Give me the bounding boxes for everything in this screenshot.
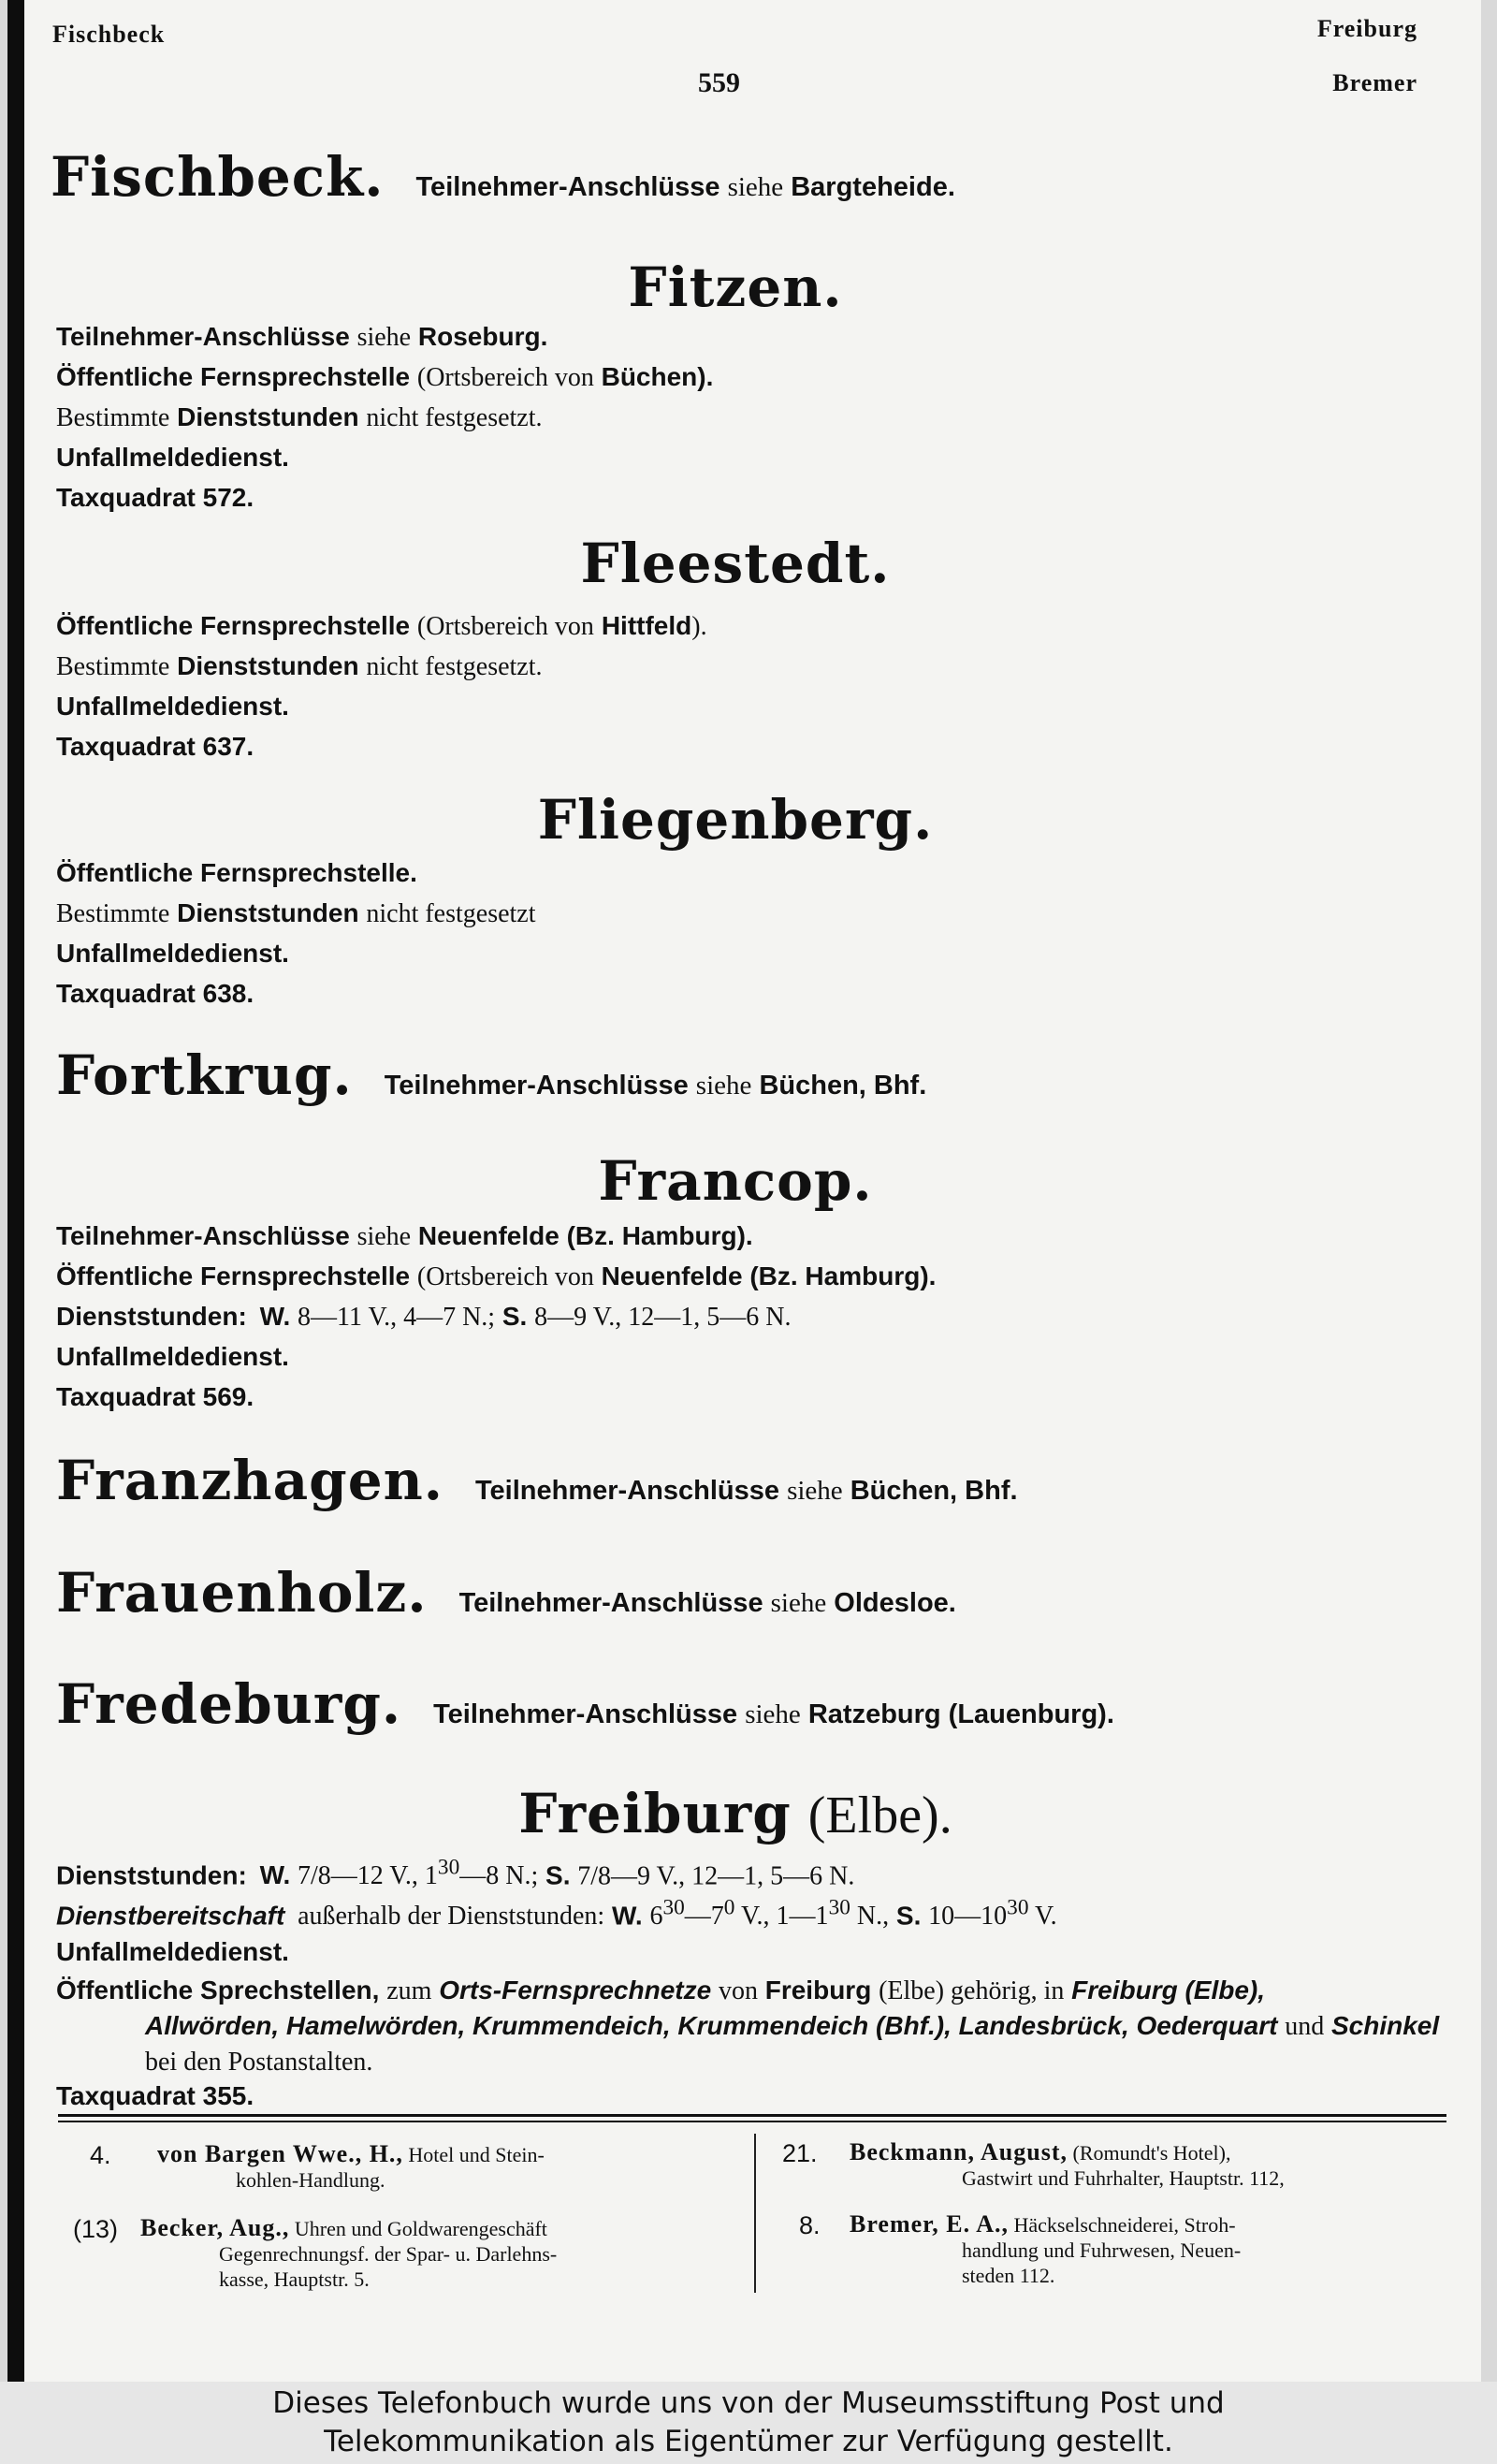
end: ).	[691, 612, 707, 641]
entry-name: Becker, Aug.,	[140, 2214, 290, 2241]
running-head-right-top: Freiburg	[1316, 15, 1417, 42]
heading-fortkrug: Fortkrug.	[56, 1043, 353, 1107]
word: siehe	[356, 1222, 412, 1251]
page-number: 559	[698, 67, 740, 98]
ref-target: Ratzeburg (Lauenburg).	[807, 1699, 1114, 1729]
francop-line-4: Unfallmeldedienst.	[56, 1342, 289, 1371]
text: 7/8—12 V., 1	[298, 1861, 438, 1891]
label: Öffentliche Fernsprechstelle	[56, 1261, 411, 1290]
entry-text	[140, 2215, 735, 2292]
entry-description: Uhren und Goldwarengeschäft	[294, 2217, 547, 2240]
text: nicht festgesetzt.	[366, 403, 543, 432]
donation-notice	[0, 2382, 1497, 2464]
ref-word: siehe	[745, 1699, 801, 1729]
fleestedt-line-1	[56, 610, 707, 643]
superscript: 30	[828, 1896, 850, 1920]
listing-entry	[782, 2139, 1446, 2191]
text: bei den Postanstalten.	[145, 2048, 373, 2077]
word: siehe	[356, 323, 412, 352]
sunday-times: 8—9 V., 12—1, 5—6 N.	[534, 1303, 792, 1332]
superscript: 30	[1007, 1896, 1029, 1920]
weekday-times: 8—11 V., 4—7 N.;	[298, 1303, 496, 1332]
ref-label: Teilnehmer-Anschlüsse	[433, 1699, 738, 1729]
weekday-label: W.	[259, 1860, 291, 1890]
column-separator	[754, 2134, 756, 2293]
label: Öffentliche Fernsprechstelle	[56, 362, 411, 391]
label: Teilnehmer-Anschlüsse	[56, 1221, 350, 1250]
fliegenberg-line-1: Öffentliche Fernsprechstelle.	[56, 858, 417, 887]
entry-description: kohlen-Handlung.	[236, 2168, 385, 2192]
sunday-label: S.	[895, 1901, 922, 1931]
superscript: 30	[662, 1896, 685, 1920]
fitzen-line-2	[56, 361, 713, 394]
francop-line-3	[56, 1301, 791, 1334]
running-head-right-bottom: Bremer	[1332, 69, 1417, 96]
section-frauenholz	[56, 1561, 956, 1625]
target: Neuenfelde (Bz. Hamburg).	[601, 1261, 937, 1290]
weekday-times	[649, 1896, 890, 1932]
freiburg-line-3: Unfallmeldedienst.	[56, 1937, 289, 1966]
entry-name: Beckmann, August,	[850, 2138, 1068, 2165]
directory-page	[7, 0, 1481, 2382]
section-fortkrug	[56, 1043, 927, 1107]
entry-number: 4.	[90, 2141, 111, 2169]
text: —8 N.;	[459, 1861, 539, 1891]
ref-target: Bargteheide.	[791, 172, 955, 202]
text: Orts-Fernsprechnetze	[439, 1976, 712, 2005]
label: Dienststunden:	[56, 1302, 247, 1331]
divider-rule	[58, 2121, 1446, 2122]
fliegenberg-line-4: Taxquadrat 638.	[56, 979, 254, 1008]
section-franzhagen	[56, 1449, 1018, 1512]
heading-fischbeck: Fischbeck.	[51, 145, 385, 209]
text: Freiburg (Elbe),	[1071, 1976, 1266, 2005]
ref-label: Teilnehmer-Anschlüsse	[474, 1476, 779, 1506]
entry-number: (13)	[73, 2215, 119, 2243]
ref-target: Büchen, Bhf.	[759, 1071, 927, 1101]
freiburg-line-2	[56, 1896, 1057, 1932]
entry-text	[850, 2139, 1446, 2191]
text: Allwörden, Hamelwörden, Krummendeich, Krummendeich (Bhf.), Landesbrück, Oederquart	[145, 2011, 1278, 2040]
heading-freiburg	[24, 1782, 1446, 1845]
francop-line-1	[56, 1220, 753, 1253]
sunday-times: 7/8—9 V., 12—1, 5—6 N.	[577, 1861, 855, 1891]
heading-freiburg-title: Freiburg	[518, 1782, 792, 1845]
ref-word: siehe	[695, 1071, 752, 1101]
fitzen-line-1	[56, 321, 547, 354]
text: V., 1—1	[740, 1902, 829, 1932]
entry-description: Gastwirt und Fuhrhalter, Hauptstr. 112,	[962, 2166, 1285, 2190]
listing-entry	[73, 2215, 735, 2292]
text: 10—10	[928, 1902, 1008, 1932]
section-fischbeck	[51, 145, 955, 209]
text: Schinkel	[1331, 2011, 1440, 2040]
ref-target: Büchen, Bhf.	[850, 1476, 1018, 1506]
reference-frauenholz	[459, 1588, 956, 1618]
entry-name: Bremer, E. A.,	[850, 2210, 1009, 2238]
entry-description: (Romundt's Hotel),	[1072, 2141, 1231, 2165]
ref-target: Oldesloe.	[834, 1588, 956, 1618]
heading-francop: Francop.	[598, 1149, 873, 1213]
reference-fortkrug	[385, 1071, 927, 1101]
fleestedt-line-4: Taxquadrat 637.	[56, 732, 254, 761]
reference-fredeburg	[433, 1699, 1114, 1729]
entry-description: Häckselschneiderei, Stroh-	[1013, 2213, 1236, 2237]
text: 6	[649, 1902, 663, 1932]
text: nicht festgesetzt	[366, 899, 536, 928]
text: —7	[684, 1902, 724, 1932]
fleestedt-line-3: Unfallmeldedienst.	[56, 692, 289, 721]
weekday-label: W.	[259, 1302, 291, 1331]
target: Roseburg.	[417, 322, 548, 351]
heading-freiburg-suffix: (Elbe).	[807, 1786, 952, 1844]
ref-word: siehe	[770, 1588, 827, 1618]
ref-word: siehe	[787, 1476, 843, 1506]
entry-description: handlung und Fuhrwesen, Neuen-	[962, 2238, 1242, 2262]
target: Hittfeld	[601, 611, 692, 640]
text: zum	[386, 1976, 432, 2005]
superscript: 0	[723, 1896, 735, 1920]
mid: (Ortsbereich von	[416, 363, 594, 392]
text: Bestimmte	[56, 899, 170, 928]
text: Dienststunden	[177, 898, 359, 927]
sunday-label: S.	[501, 1302, 528, 1331]
fitzen-line-4: Unfallmeldedienst.	[56, 443, 289, 472]
heading-fliegenberg: Fliegenberg.	[537, 788, 934, 852]
freiburg-line-5: Taxquadrat 355.	[56, 2081, 254, 2110]
label: Öffentliche Fernsprechstelle	[56, 611, 411, 640]
donation-notice-line-2: Telekommunikation als Eigentümer zur Verfügung gestellt.	[324, 2425, 1173, 2458]
heading-franzhagen: Franzhagen.	[56, 1449, 443, 1512]
text: und	[1285, 2012, 1325, 2041]
listing-entry	[799, 2211, 1446, 2288]
reference-franzhagen	[475, 1476, 1018, 1506]
target: Büchen).	[601, 362, 714, 391]
weekday-label: W.	[611, 1901, 643, 1931]
text: Dienststunden	[177, 651, 359, 680]
heading-frauenholz: Frauenholz.	[56, 1561, 428, 1625]
heading-fleestedt: Fleestedt.	[580, 532, 891, 595]
entry-text	[157, 2141, 735, 2193]
continuation	[56, 2008, 1446, 2079]
label: Dienstbereitschaft	[56, 1901, 285, 1931]
fleestedt-line-2	[56, 650, 543, 683]
entry-number: 8.	[799, 2211, 821, 2239]
text: Bestimmte	[56, 652, 170, 681]
text: V.	[1034, 1902, 1057, 1932]
target: Neuenfelde (Bz. Hamburg).	[417, 1221, 753, 1250]
section-fredeburg	[56, 1672, 1114, 1736]
entry-name: von Bargen Wwe., H.,	[157, 2140, 403, 2167]
mid: (Ortsbereich von	[416, 1262, 594, 1291]
text: Freiburg	[764, 1976, 872, 2005]
text: Dienststunden	[177, 402, 359, 431]
ref-label: Teilnehmer-Anschlüsse	[458, 1588, 763, 1618]
running-head-left: Fischbeck	[52, 21, 166, 48]
entry-number: 21.	[782, 2139, 818, 2167]
francop-line-5: Taxquadrat 569.	[56, 1382, 254, 1411]
entry-description: Hotel und Stein-	[408, 2143, 545, 2166]
fitzen-line-5: Taxquadrat 572.	[56, 483, 254, 512]
text: (Elbe) gehörig, in	[879, 1976, 1065, 2005]
fliegenberg-line-3: Unfallmeldedienst.	[56, 939, 289, 968]
text: Bestimmte	[56, 403, 170, 432]
fliegenberg-line-2	[56, 897, 536, 930]
heading-fredeburg: Fredeburg.	[56, 1672, 402, 1736]
ref-word: siehe	[727, 172, 784, 202]
entry-description: kasse, Hauptstr. 5.	[219, 2267, 370, 2291]
entry-description: Gegenrechnungsf. der Spar- u. Darlehns-	[219, 2242, 558, 2266]
donation-notice-line-1: Dieses Telefonbuch wurde uns von der Museumsstiftung Post und	[272, 2386, 1225, 2420]
label: Dienststunden:	[56, 1860, 247, 1890]
label: Teilnehmer-Anschlüsse	[56, 322, 350, 351]
sunday-times	[928, 1896, 1057, 1932]
listing-entry	[90, 2141, 735, 2193]
fitzen-line-3	[56, 401, 543, 434]
entry-text	[850, 2211, 1446, 2288]
ref-label: Teilnehmer-Anschlüsse	[384, 1071, 689, 1101]
label: Öffentliche Sprechstellen,	[56, 1976, 380, 2005]
sunday-label: S.	[545, 1860, 571, 1890]
divider-rule	[58, 2114, 1446, 2117]
freiburg-line-1	[56, 1856, 854, 1892]
entry-description: steden 112.	[962, 2264, 1055, 2287]
freiburg-public-stations	[56, 1973, 1446, 2079]
ref-label: Teilnehmer-Anschlüsse	[415, 172, 720, 202]
weekday-times	[298, 1856, 539, 1891]
text: nicht festgesetzt.	[366, 652, 543, 681]
text: von	[718, 1976, 758, 2005]
superscript: 30	[437, 1856, 460, 1880]
text: N.,	[856, 1902, 890, 1932]
heading-fitzen: Fitzen.	[628, 255, 843, 319]
mid: außerhalb der Dienststunden:	[298, 1902, 605, 1932]
reference-fischbeck	[416, 172, 955, 202]
mid: (Ortsbereich von	[416, 612, 594, 641]
francop-line-2	[56, 1261, 936, 1293]
